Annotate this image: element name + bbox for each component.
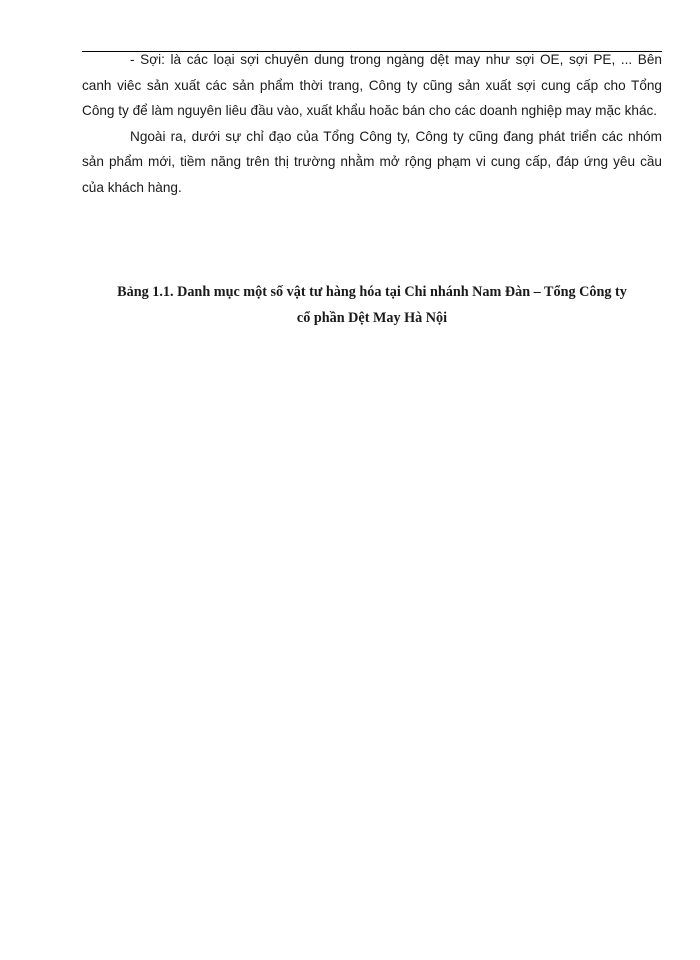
body-text	[82, 47, 662, 200]
table-caption-line-2: cổ phần Dệt May Hà Nội	[296, 310, 448, 326]
table-caption	[82, 279, 662, 331]
paragraph-yarn: - Sợi: là các loại sợi chuyên dung trong ngàng dệt may như sợi OE, sợi PE, ... Bên canh viêc sản xuất các sản phẩm thời trang, Công ty cũng sản xuất sợi cung cấp cho Tổng Công ty để làm nguyên liêu đầu vào, xuất khẩu hoăc bán cho các doanh nghiệp may mặc khác.	[82, 52, 662, 118]
table-caption-line-1: Bảng 1.1. Danh mục một số vật tư hàng hóa tại Chi nhánh Nam Đàn – Tổng Công ty	[117, 284, 627, 300]
paragraph-new-products: Ngoài ra, dưới sự chỉ đạo của Tổng Công ty, Công ty cũng đang phát triển các nhóm sản phẩm mới, tiềm năng trên thị trường nhằm mở rộng phạm vi cung cấp, đáp ứng yêu cầu của khách hàng.	[82, 128, 662, 195]
